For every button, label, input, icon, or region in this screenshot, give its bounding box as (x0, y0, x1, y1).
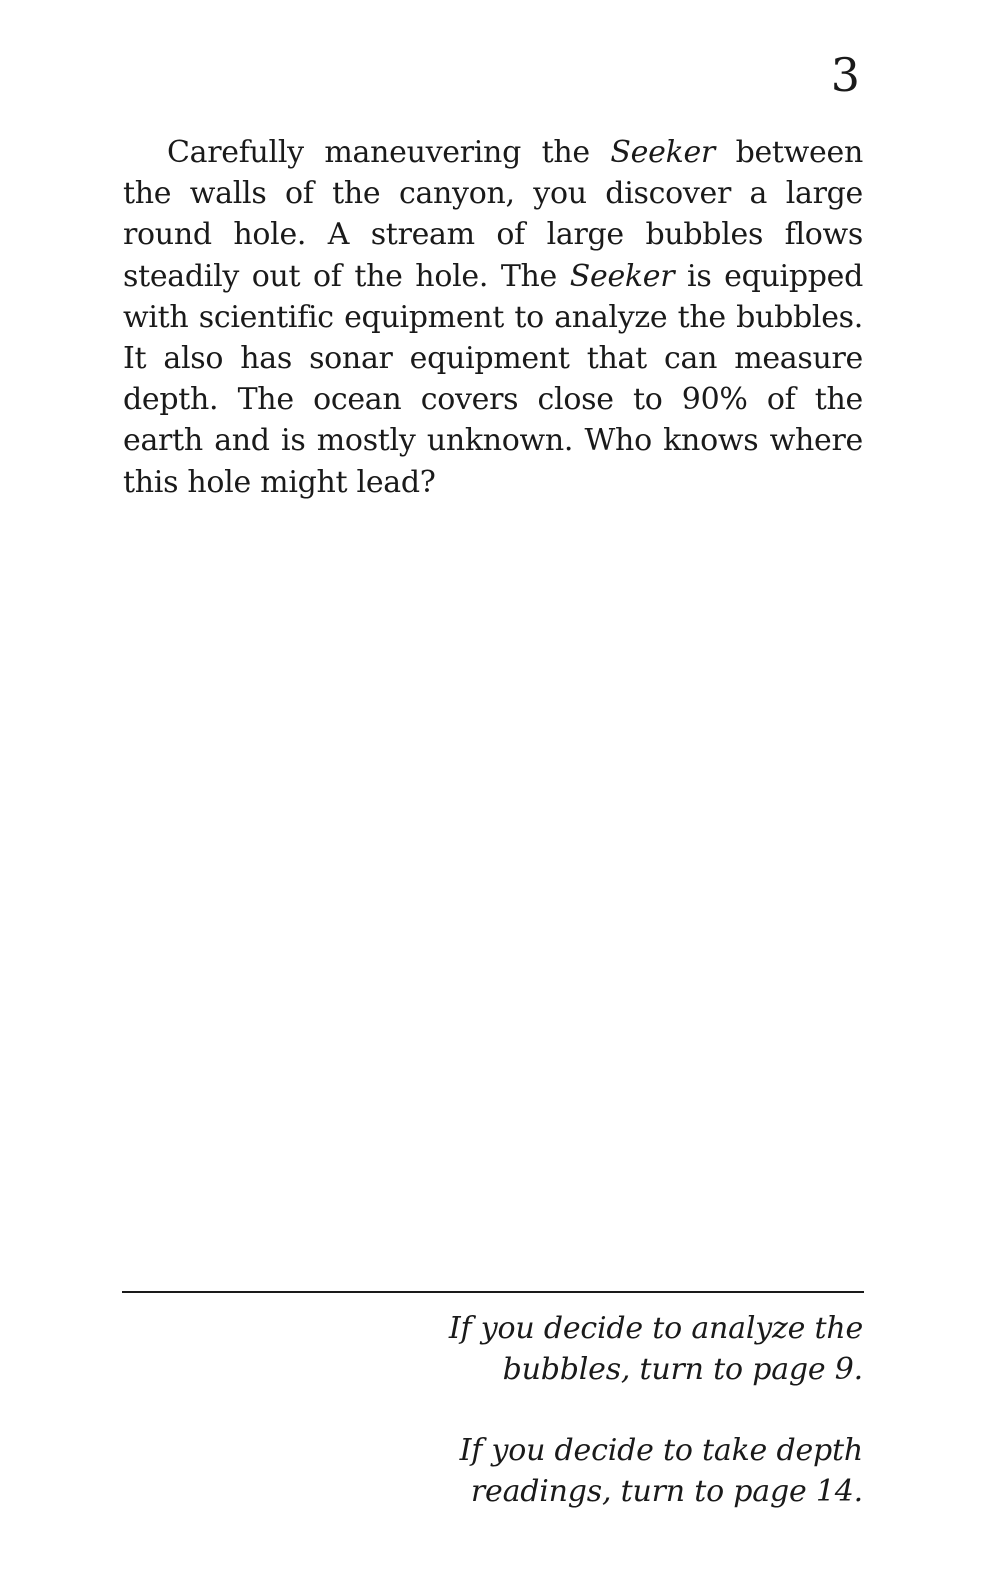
choice-line: If you decide to analyze the (448, 1311, 863, 1346)
story-text-segment: Carefully maneuvering the (167, 135, 611, 170)
choice-divider (122, 1291, 864, 1293)
choice-line: If you decide to take depth (459, 1433, 863, 1468)
ship-name: Seeker (610, 135, 715, 170)
choice-line: readings, turn to page 14. (470, 1474, 863, 1509)
choice-take-depth-readings (343, 1430, 863, 1512)
story-paragraph (123, 132, 863, 503)
ship-name: Seeker (569, 258, 675, 294)
page-number: 3 (830, 48, 860, 102)
story-text-segment: is equipped with scientific equipment to analyze the bubbles. It also has sonar equipment that can measure depth. The ocean covers close to 90% of the earth and is mostly unknown. Who knows where this hole might lead? (123, 258, 863, 500)
choice-line: bubbles, turn to page 9. (502, 1352, 863, 1387)
story-text-segment: between the walls of the canyon, you discover a large round hole. A stream of large bubbles flows steadily out of the hole. The (123, 135, 863, 294)
choice-analyze-bubbles (343, 1308, 863, 1390)
